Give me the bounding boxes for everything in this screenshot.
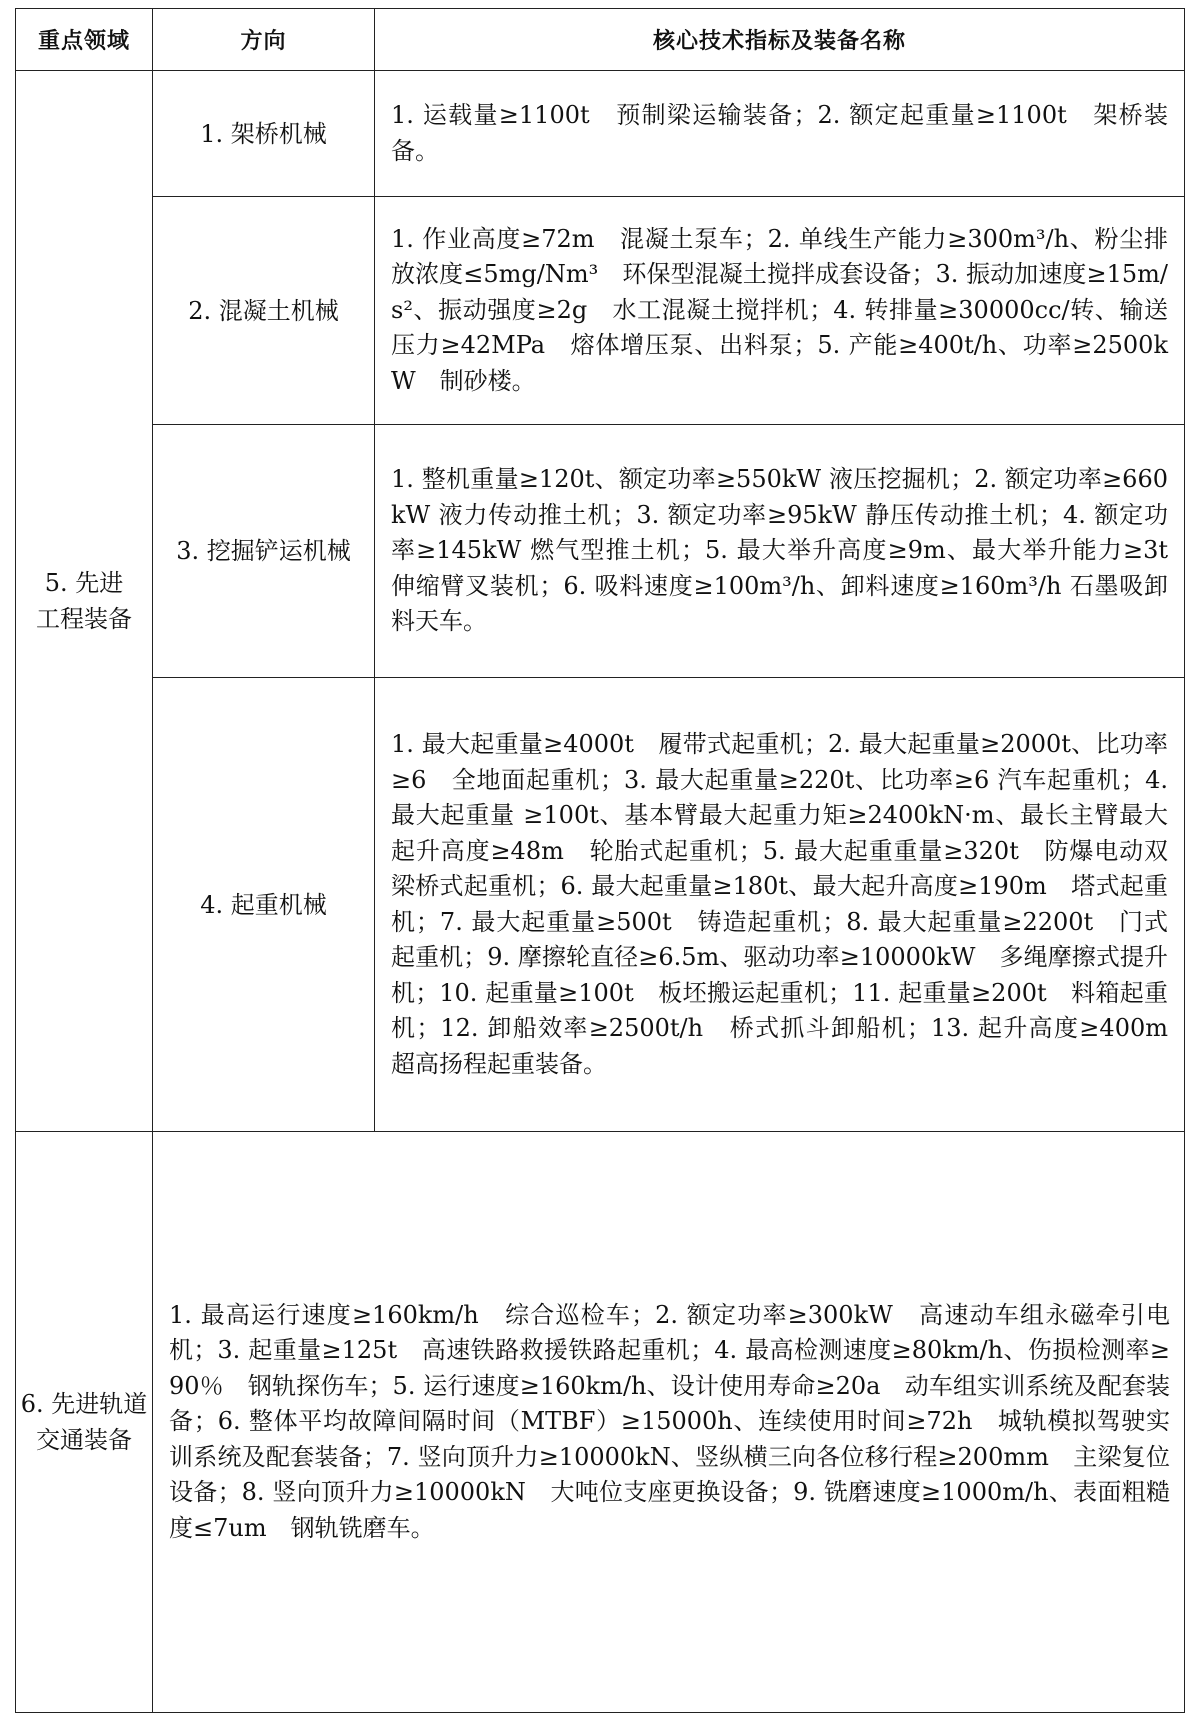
- header-direction: 方向: [153, 9, 375, 71]
- domain-label: 6. 先进轨道 交通装备: [20, 1390, 148, 1454]
- domain-cell-engineering: [16, 71, 153, 1132]
- table-row: [16, 425, 1185, 678]
- table-row: [16, 678, 1185, 1132]
- spec-cell: 1. 作业高度≥72m 混凝土泵车；2. 单线生产能力≥300m³/h、粉尘排放浓度≤5mg/Nm³ 环保型混凝土搅拌成套设备；3. 振动加速度≥15m/s²、振动强度≥2g 水工混凝土搅拌机；4. 转排量≥30000cc/转、输送压力≥42MPa 熔体增压泵、出料泵；5. 产能≥400t/h、功率≥2500kW 制砂楼。: [375, 197, 1185, 425]
- header-spec: 核心技术指标及装备名称: [375, 9, 1185, 71]
- spec-cell: 1. 运载量≥1100t 预制梁运输装备；2. 额定起重量≥1100t 架桥装备。: [375, 71, 1185, 197]
- direction-cell: 4. 起重机械: [153, 678, 375, 1132]
- table-header-row: [16, 9, 1185, 71]
- spec-cell: 1. 整机重量≥120t、额定功率≥550kW 液压挖掘机；2. 额定功率≥660kW 液力传动推土机；3. 额定功率≥95kW 静压传动推土机；4. 额定功率≥145kW 燃气型推土机；5. 最大举升高度≥9m、最大举升能力≥3t 伸缩臂叉装机；6. 吸料速度≥100m³/h、卸料速度≥160m³/h 石墨吸卸料天车。: [375, 425, 1185, 678]
- spec-cell: 1. 最大起重量≥4000t 履带式起重机；2. 最大起重量≥2000t、比功率≥6 全地面起重机；3. 最大起重量≥220t、比功率≥6 汽车起重机；4. 最大起重量 ≥100t、基本臂最大起重力矩≥2400kN·m、最长主臂最大起升高度≥48m 轮胎式起重机；5. 最大起重重量≥320t 防爆电动双梁桥式起重机；6. 最大起重量≥180t、最大起升高度≥190m 塔式起重机；7. 最大起重量≥500t 铸造起重机；8. 最大起重量≥2200t 门式起重机；9. 摩擦轮直径≥6.5m、驱动功率≥10000kW 多绳摩擦式提升机；10. 起重量≥100t 板坯搬运起重机；11. 起重量≥200t 料箱起重机；12. 卸船效率≥2500t/h 桥式抓斗卸船机；13. 起升高度≥400m 超高扬程起重装备。: [375, 678, 1185, 1132]
- header-domain: 重点领域: [16, 9, 153, 71]
- equipment-spec-table: [15, 8, 1192, 1713]
- direction-cell: 3. 挖掘铲运机械: [153, 425, 375, 678]
- domain-cell-rail: [16, 1132, 153, 1713]
- domain-label: 5. 先进 工程装备: [36, 569, 132, 633]
- direction-cell: 1. 架桥机械: [153, 71, 375, 197]
- table-row: [16, 1132, 1185, 1713]
- table-row: [16, 197, 1185, 425]
- spec-cell-rail: 1. 最高运行速度≥160km/h 综合巡检车；2. 额定功率≥300kW 高速动车组永磁牵引电机；3. 起重量≥125t 高速铁路救援铁路起重机；4. 最高检测速度≥80km/h、伤损检测率≥90％ 钢轨探伤车；5. 运行速度≥160km/h、设计使用寿命≥20a 动车组实训系统及配套装备；6. 整体平均故障间隔时间（MTBF）≥15000h、连续使用时间≥72h 城轨模拟驾驶实训系统及配套装备；7. 竖向顶升力≥10000kN、竖纵横三向各位移行程≥200mm 主梁复位设备；8. 竖向顶升力≥10000kN 大吨位支座更换设备；9. 铣磨速度≥1000m/h、表面粗糙度≤7um 钢轨铣磨车。: [153, 1132, 1185, 1713]
- direction-cell: 2. 混凝土机械: [153, 197, 375, 425]
- table-row: [16, 71, 1185, 197]
